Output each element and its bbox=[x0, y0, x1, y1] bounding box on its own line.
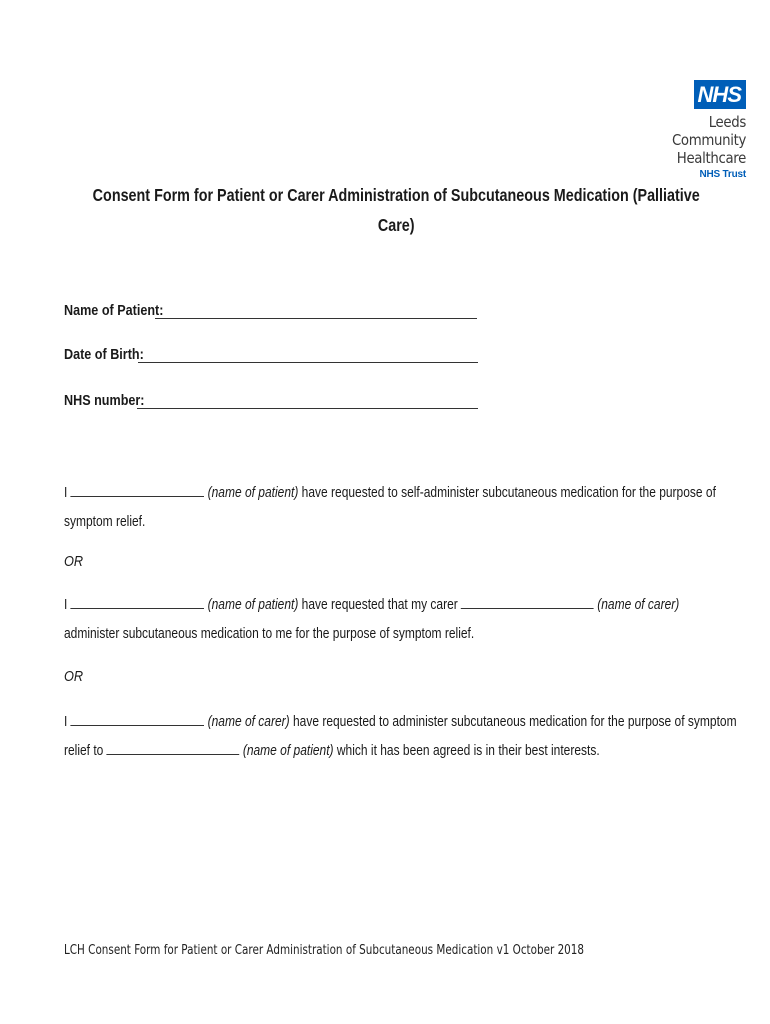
option-carer-requested-by-patient bbox=[64, 590, 704, 648]
pronoun: I bbox=[64, 713, 68, 730]
hint-name-of-carer: (name of carer) bbox=[597, 596, 680, 613]
hint-name-of-carer: (name of carer) bbox=[207, 713, 290, 730]
patient-name-blank[interactable] bbox=[107, 740, 240, 755]
nhs-number-input[interactable] bbox=[137, 394, 478, 409]
patient-name-input[interactable] bbox=[155, 304, 477, 319]
patient-name-blank[interactable] bbox=[71, 482, 205, 497]
carer-name-blank[interactable] bbox=[461, 594, 594, 609]
or-separator: OR bbox=[64, 553, 84, 570]
page-title bbox=[60, 180, 732, 240]
carer-name-blank[interactable] bbox=[71, 711, 205, 726]
nhs-number-field bbox=[64, 392, 478, 409]
statement-text: relief to bbox=[64, 742, 107, 759]
statement-text-line2: symptom relief. bbox=[64, 513, 146, 530]
document-footer: LCH Consent Form for Patient or Carer Administration of Subcutaneous Medication v1 October 2018 bbox=[64, 943, 585, 958]
option-carer-administers bbox=[64, 707, 737, 765]
nhs-number-label: NHS number: bbox=[64, 392, 145, 409]
option-self-administer bbox=[64, 478, 716, 536]
trust-label: NHS Trust bbox=[699, 169, 746, 180]
org-name-line2: Healthcare bbox=[676, 149, 746, 167]
pronoun: I bbox=[64, 596, 68, 613]
hint-name-of-patient: (name of patient) bbox=[242, 742, 334, 759]
title-line2: Care) bbox=[377, 215, 415, 235]
statement-text: which it has been agreed is in their best interests. bbox=[333, 742, 600, 759]
hint-name-of-patient: (name of patient) bbox=[207, 596, 299, 613]
org-name-line1: Leeds Community bbox=[671, 113, 746, 149]
nhs-badge: NHS bbox=[694, 80, 746, 109]
dob-label: Date of Birth: bbox=[64, 346, 144, 363]
statement-text: have requested to administer subcutaneous medication for the purpose of symptom bbox=[289, 713, 737, 730]
patient-name-label: Name of Patient: bbox=[64, 302, 164, 319]
hint-name-of-patient: (name of patient) bbox=[207, 484, 299, 501]
or-separator: OR bbox=[64, 668, 84, 685]
statement-text: have requested that my carer bbox=[298, 596, 462, 613]
title-line1: Consent Form for Patient or Carer Administration of Subcutaneous Medication (Palliative bbox=[92, 185, 700, 205]
dob-input[interactable] bbox=[138, 348, 478, 363]
dob-field bbox=[64, 346, 478, 363]
patient-name-field bbox=[64, 302, 477, 319]
nhs-logo bbox=[616, 80, 746, 180]
statement-text: have requested to self-administer subcutaneous medication for the purpose of bbox=[298, 484, 716, 501]
patient-name-blank[interactable] bbox=[71, 594, 205, 609]
statement-text-line2: administer subcutaneous medication to me for the purpose of symptom relief. bbox=[64, 625, 475, 642]
pronoun: I bbox=[64, 484, 68, 501]
